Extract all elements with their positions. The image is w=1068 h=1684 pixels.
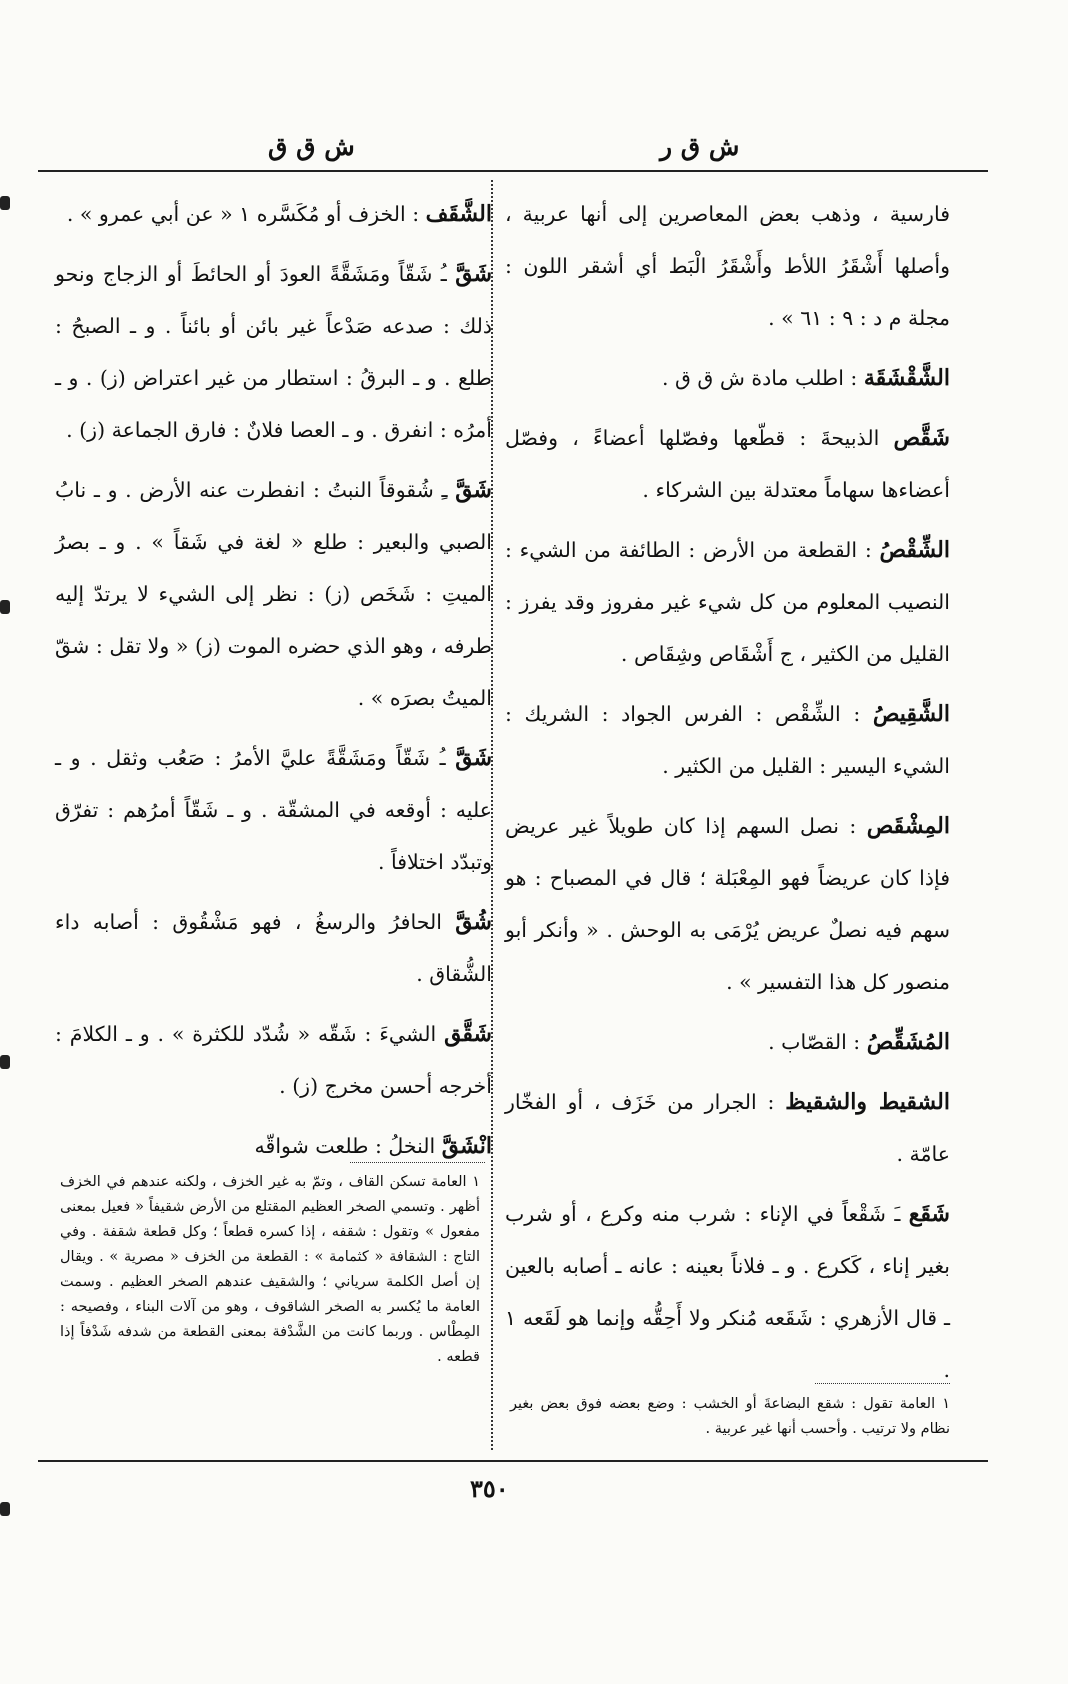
entry-headword: الشَّقْشَقَة [863, 365, 950, 391]
entry [505, 188, 950, 344]
entry-text: فارسية ، وذهب بعض المعاصرين إلى أنها عربية ، وأصلها أَشْقَرُ اللأط وأَشْقَرُ الْبَط أي أشقر اللون : مجلة م د : ٩ : ٦١ » . [505, 202, 950, 330]
entry [505, 1016, 950, 1068]
entry [505, 352, 950, 404]
right-column [505, 188, 950, 1404]
entry [505, 1188, 950, 1396]
footnote-left: ١ العامة تسكن القاف ، وتمّ به غير الخزف ، ولكنه عندهم في الخزف أظهر . وتسمي الصخر العظيم المقتلع من الأرض شقيفاً « فعيل بمعنى مفعول » وتقول : شقفه ، إذا كسره قطعاً ؛ وكل قطعة شقفة . وفي التاج : الشقافة « كثمامة » : القطعة من الخزف « مصرية » . ويقال إن أصل الكلمة سرياني ؛ والشقيف عندهم الصخر العظيم . وسمت العامة ما يُكسر به الصخر الشاقوف ، وهو من آلات البناء ، وفصيحه : المِطْاس . وربما كانت من الشَّدْفة بمعنى القطعة من شدفه شَدْفاً إذا قطعه . [60, 1174, 480, 1365]
footer-rule [38, 1460, 988, 1462]
entry-text: : نصل السهم إذا كان طويلاً غير عريض فإذا كان عريضاً فهو المِعْبَلة ؛ قال في المصباح : هو سهم فيه نصلٌ عريض يُرْمَى به الوحش . « وأنكر أبو منصور كل هذا التفسير » . [505, 814, 950, 994]
entry [55, 1120, 492, 1172]
header-rule [38, 170, 988, 172]
scan-edge-mark [0, 196, 10, 210]
entry-headword: المُشَقِّصُ [866, 1029, 950, 1055]
entry [55, 188, 492, 240]
entry-text: : القصّاب . [768, 1030, 861, 1054]
entry-headword: الشقيط والشقيظ [785, 1089, 950, 1115]
entry-headword: الشَّقِيصُ [872, 701, 950, 727]
entry [505, 688, 950, 792]
entry-text: ـَ شَقْعاً في الإناء : شرب منه وكرع ، أو شرب بغير إناء ، كَكرع . و ـ فلاناً بعينه : عانه ـ أصابه بالعين ـ قال الأزهري : شَقَعه مُنكر ولا أَحِقُّه وإنما هو لَقَعه ١ . [505, 1202, 950, 1382]
entry-headword: انْشَقَّ [441, 1133, 492, 1159]
entry-text: الشيءَ : شَقّه « شُدّد للكثرة » . و ـ الكلامَ : أخرجه أحسن مخرج (ز) . [55, 1022, 492, 1098]
entry-text: : الخزف أو مُكَسَّره ١ « عن أبي عمرو » . [66, 202, 420, 226]
scan-edge-mark [0, 1502, 10, 1516]
entry-text: ـِ شُقوقاً النبتُ : انفطرت عنه الأرض . و ـ نابُ الصبي والبعير : طلع « لغة في شَقاً » . و ـ بصرُ الميتِ : شَخَص (ز) : نظر إلى الشيء لا يرتدّ إليه طرفه ، وهو الذي حضره الموت (ز) « ولا تقل : شقّ الميتُ بصرَه » . [55, 478, 492, 710]
left-root-header: ش ق ق [268, 132, 355, 161]
entry-headword: شَقَّق [444, 1021, 492, 1047]
entry [505, 800, 950, 1008]
entry [505, 412, 950, 516]
entry-text: : الشِّقْص : الفرس الجواد : الشريك : الشيء اليسير : القليل من الكثير . [505, 702, 950, 778]
right-root-header: ش ق ر [660, 132, 740, 161]
entry-text: ـُ شَقّاً ومَشَقَّةً العودَ أو الحائطَ أو الزجاج ونحو ذلك : صدعه صَدْعاً غير بائن أو بائناً . و ـ الصبحُ : طلع . و ـ البرقُ : استطار من غير اعتراض (ز) . و ـ أمرُه : انفرق . و ـ العصا فلانٌ : فارق الجماعة (ز) . [55, 262, 492, 442]
entry [55, 248, 492, 456]
entry-text: الذبيحةَ : قطّعها وفصّلها أعضاءً ، وفصّل أعضاءها سهاماً معتدلة بين الشركاء . [505, 426, 950, 502]
entry [55, 1008, 492, 1112]
entry-headword: شَقَع [908, 1201, 950, 1227]
entry-text: : القطعة من الأرض : الطائفة من الشيء : النصيب المعلوم من كل شيء غير مفروز وقد يفرز : القليل من الكثير ، ج أَشْقَاص وشِقَاص . [505, 538, 950, 666]
footnote-rule-right [815, 1383, 950, 1384]
entry-text: ـُ شَقّاً ومَشَقَّةً عليَّ الأمرُ : صَعُب وثقل . و ـ عليه : أوقعه في المشقّة . و ـ شَقّاً أمرُهم : تفرّق وتبدّد اختلافاً . [55, 746, 492, 874]
entry [55, 464, 492, 724]
entry [505, 524, 950, 680]
entry [55, 896, 492, 1000]
entry [55, 732, 492, 888]
entry-headword: الشَّقَف [425, 201, 492, 227]
entry-text: : اطلب مادة ش ق ق . [661, 366, 858, 390]
scan-edge-mark [0, 1055, 10, 1069]
entry-headword: شُقَّ [455, 909, 492, 935]
entry-headword: شَقَّص [893, 425, 950, 451]
entry-headword: الشِّقْصُ [879, 537, 950, 563]
page-number: ٣٥٠ [470, 1474, 509, 1503]
entry-headword: شَقَّ [455, 477, 492, 503]
entry-headword: شَقَّ [455, 261, 492, 287]
entry [505, 1076, 950, 1180]
entry-text: الحافرُ والرسغُ ، فهو مَشْقُوق : أصابه داء الشُّقاق . [55, 910, 492, 986]
entry-text: : الجرار من خَزَف ، أو الفخّار عامّة . [505, 1090, 950, 1166]
footnote-right: ١ العامة تقول : شقع البضاعةَ أو الخشب : وضع بعضه فوق بعض بغير نظام ولا ترتيب . وأحسب أنها غير عربية . [510, 1396, 950, 1437]
entry-headword: المِشْقَص [866, 813, 950, 839]
scan-edge-mark [0, 600, 10, 614]
entry-headword: شَقَّ [455, 745, 492, 771]
left-column [55, 188, 492, 1180]
footnote-rule-left [350, 1162, 485, 1163]
entry-text: النخلُ : طلعت شواقّه [254, 1134, 436, 1158]
